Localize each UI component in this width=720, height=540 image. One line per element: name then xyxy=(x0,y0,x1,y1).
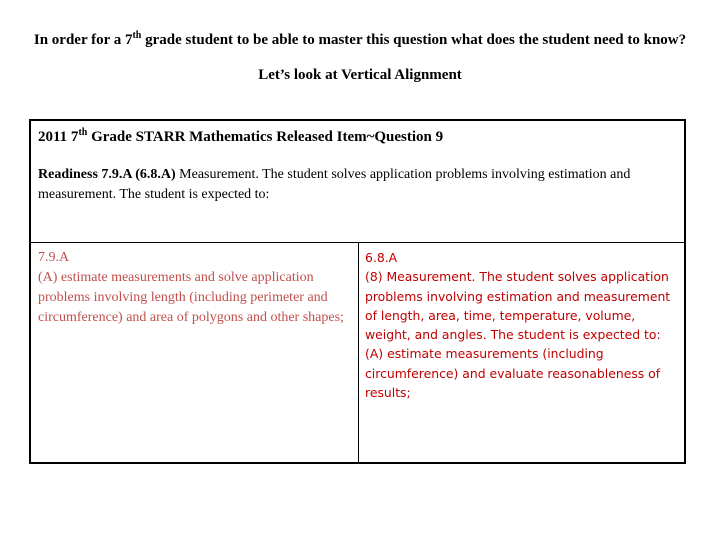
page-subheading: Let’s look at Vertical Alignment xyxy=(258,67,462,83)
item-title-pre: 2011 7 xyxy=(38,129,79,145)
readiness-label: Readiness 7.9.A (6.8.A) xyxy=(38,167,176,182)
readiness-standard xyxy=(38,165,668,205)
column-divider xyxy=(358,242,359,464)
grade6-standard-code: 6.8.A xyxy=(365,250,398,265)
alignment-table xyxy=(29,119,686,464)
table-header-cell xyxy=(31,121,684,243)
item-title xyxy=(38,127,443,146)
page-heading-question xyxy=(0,30,720,49)
item-title-post: Grade STARR Mathematics Released Item~Question 9 xyxy=(87,129,444,145)
grade7-standard-code: 7.9.A xyxy=(38,250,70,265)
heading-line1-sup: th xyxy=(132,30,142,41)
grade7-standard-text: (A) estimate measurements and solve application problems involving length (including perimeter and circumference) and area of polygons and other shapes; xyxy=(38,270,344,325)
grade6-standard-cell xyxy=(365,248,681,402)
grade6-standard-subtext: (A) estimate measurements (including circumference) and evaluate reasonableness of results; xyxy=(365,346,661,401)
item-title-sup: th xyxy=(78,127,88,138)
grade7-standard-cell xyxy=(38,248,358,328)
grade6-standard-text: (8) Measurement. The student solves application problems involving estimation and measurement of length, area, time, temperature, volume, weight, and angles. The student is expected to: xyxy=(365,269,671,343)
readiness-description: Measurement. The student solves application problems involving estimation and measurement. The student is expected to: xyxy=(38,167,631,202)
heading-line1-pre: In order for a 7 xyxy=(33,32,133,48)
heading-line1-post: grade student to be able to master this question what does the student need to know? xyxy=(141,32,687,48)
